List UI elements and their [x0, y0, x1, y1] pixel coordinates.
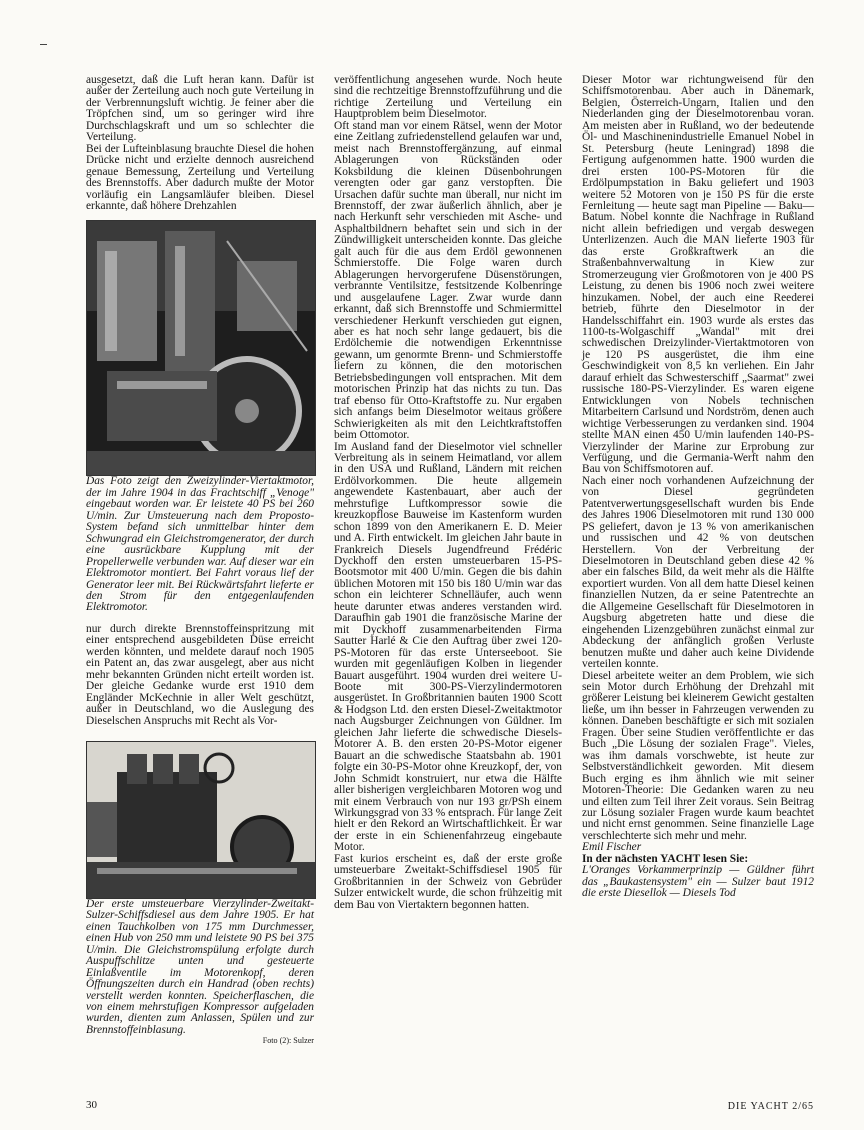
photo-two-cylinder-engine	[86, 220, 316, 476]
text-paragraph: veröffentlichung angesehen wurde. Noch heute sind die rechtzeitige Brennstoffzuführung und die richtige Zerteilung und Verteilung ein Hauptproblem beim Dieselmotor.	[334, 74, 562, 121]
photo-caption: Das Foto zeigt den Zweizylinder-Viertaktmotor, der im Jahre 1904 in das Frachtschiff „Venoge" eingebaut worden war. Er leistete 40 PS bei 260 U/min. Zur Umsteuerung nach dem Proposto-System befand sich unmittelbar hinter dem Schwungrad ein Gleichstromgenerator, der durch eine ausrückbare Kupplung mit der Propellerwelle verbunden war. Auf dieser war ein Elektromotor montiert. Bei Fahrt voraus lief der Generator leer mit. Bei Rückwärtsfahrt lieferte er den Strom für den entgegenlaufenden Elektromotor.	[86, 475, 314, 614]
next-issue-heading: In der nächsten YACHT lesen Sie:	[582, 852, 749, 865]
text-paragraph: Im Ausland fand der Dieselmotor viel schneller Verbreitung als in seinem Heimatland, vor allem in den USA und Rußland, Ländern mit reichen Erdölvorkommen. Die heute allgemein angewendete Kastenbauart, aber auch der mehrstufige Luftkompressor sowie die kreuzkopflose Bauweise im Kastenform wurden schon 1899 von den Amerikanern E. D. Meier und A. Firth entwickelt. Im gleichen Jahr baute in Frankreich Diesels Jugendfreund Frédéric Dyckhoff den ersten umsteuerbaren 15-PS-Bootsmotor mit 400 U/min. Gegen die bis dahin üblichen Motoren mit 150 bis 180 U/min war das schon ein leichterer Schnelläufer, auch wenn heute darunter etwas anderes verstanden wird. Daraufhin gab 1901 die französische Marine der mit Dyckhoff zusammenarbeitenden Firma Sautter Harlé & Cie den Auftrag über zwei 120-PS-Motoren für das erste Unterseeboot. Sie wurden mit gegenläufigen Kolben in liegender Bauart ausgeführt. 1904 wurden drei weitere U-Boote mit 300-PS-Vierzylindermotoren ausgerüstet. In Großbritannien bauten 1900 Scott & Hodgson Ltd. den ersten Diesel-Zweitaktmotor nach Augsburger Zeichnungen von Güldner. Im gleichen Jahr lieferte die schwedische Diesels-Motorer A. B. den ersten 20-PS-Motor eigener Bauart an die schwedische Staatsbahn ab. 1901 folgte ein 30-PS-Motor ohne Kreuzkopf, der, von John Schmidt konstruiert, nur etwa die Hälfte aller bisherigen vergleichbaren Motoren wog und mit einem Verbrauch von nur 193 gr/PSh einem Wirkungsgrad von 33 % entsprach. Für lange Zeit hielt er den Rekord an Wirtschaftlichkeit. Er war der erste in ein Schienenfahrzeug eingebaute Motor.	[334, 440, 562, 854]
column-3	[582, 75, 814, 900]
column-2	[334, 75, 562, 911]
text-paragraph: Nach einer noch vorhandenen Aufzeichnung der von Diesel gegründeten Patentverwertungsgesellschaft wurden bis Ende des Jahres 1906 Dieselmotoren mit rund 130 000 PS geliefert, davon je 13 % von amerikanischen und russischen und 42 % von deutschen Herstellern. Von der Verbreitung der Dieselmotoren in Deutschland geben diese 42 % aber ein falsches Bild, da weit mehr als die Hälfte exportiert wurden. Von all dem hatte Diesel keinen finanziellen Nutzen, da er seine Patentrechte an die Allgemeine Gesellschaft für Dieselmotoren in Augsburg abgetreten hatte und diese die eingehenden Lizenzgebühren zunächst einmal zur Abdeckung der anfänglich großen Verluste benutzen mußte und daher auch keine Dividende verteilen konnte.	[582, 474, 814, 671]
text-paragraph: Bei der Lufteinblasung brauchte Diesel die hohen Drücke nicht und erzielte dennoch ausreichend genaue Bemessung, Zerteilung und Verteilung des Brennstoffs. Aber dadurch mußte der Motor vorläufig ein Langsamläufer bleiben. Diesel erkannte, daß höhere Drehzahlen	[86, 142, 314, 212]
text-paragraph: ausgesetzt, daß die Luft heran kann. Dafür ist außer der Zerteilung auch noch gute Verteilung in der Verbrennungsluft wichtig. Je feiner aber die Tröpfchen sind, um so geringer wird ihre Durchschlagskraft und um so schlechter die Verteilung.	[86, 74, 314, 144]
running-footer: DIE YACHT 2/65	[727, 1101, 814, 1112]
column-1	[86, 75, 314, 1046]
text-paragraph: Oft stand man vor einem Rätsel, wenn der Motor eine Zeitlang zufriedenstellend gelaufen war und, meist nach Brennstoffergänzung, auf einmal Ablagerungen von Rückständen oder Koksbildung die kleinen Düsenbohrungen verengten oder gar ganz verstopften. Die Ursachen dafür suchte man überall, nur nicht im Brennstoff, der zwar äußerlich ähnlich, aber je nach Herkunft sehr verschieden mit Asche- und Asphaltbildnern behaftet sein und sich in der Zündwilligkeit unterscheiden konnte. Das gleiche galt auch für die aus dem Erdöl gewonnenen Schmierstoffe. Die Folge waren durch Ablagerungen hervorgerufene Düsenstörungen, verbrannte Ventilsitze, festsitzende Kolbenringe und ausgelaufene Lager. Zwar wurde dann erkannt, daß sich Brennstoffe und Schmiermittel verschiedener Herkunft verschieden gut eignen, aber es hat noch sehr lange gedauert, bis die Erdölchemie die notwendigen Erkenntnisse gewann, um genormte Brenn- und Schmierstoffe liefern zu können, die den motorischen Betriebsbedingungen voll entsprachen. Mit dem motorischen Prinzip hat das nichts zu tun. Das traf ebenso für Otto-Kraftstoffe zu. Nur ergaben sich anfangs beim Dieselmotor weitaus größere Schwierigkeiten als mit den Leichtkraftstoffen beim Ottomotor.	[334, 119, 562, 442]
text-paragraph: Dieser Motor war richtungweisend für den Schiffsmotorenbau. Aber auch in Dänemark, Belgien, Österreich-Ungarn, Italien und den Niederlanden ging der Dieselmotorenbau voran. Am meisten aber in Rußland, wo der bedeutende Öl- und Maschinenindustrielle Emanuel Nobel in St. Petersburg (heute Leningrad) 1898 die Fertigung aufgenommen hatte. 1900 wurden die drei ersten 100-PS-Motoren für die Erdölpumpstation in Baku geliefert und 1903 weitere 52 Motoren von je 150 PS für die erste Fernleitung — heute sagt man Pipeline — Baku—Batum. Nobel konnte die Nachfrage in Rußland nicht allein befriedigen und vergab deswegen Unterlizenzen. Auch die MAN lieferte 1903 für das erste Großkraftwerk an die Straßenbahnverwaltung in Kiew zur Stromerzeugung vier Großmotoren von je 400 PS Leistung, zu denen bis 1906 noch zwei weitere hinzukamen. Nobel, der auch eine Reederei betrieb, führte den Dieselmotor in der Handelsschiffahrt ein. 1903 wurde als erstes das 1100-ts-Wolgaschiff „Wandal" mit drei schwedischen Dreizylinder-Viertaktmotoren von je 120 PS ausgerüstet, die ihm eine Geschwindigkeit von 8,5 kn verliehen. Ein Jahr darauf erhielt das Schwesterschiff „Saarmat" zwei russische 180-PS-Vierzylinder. Es waren eigene Entwicklungen von Nobels technischen Mitarbeitern Carlsund und Nordström, denen auch wichtige Verbesserungen zu verdanken sind. 1904 stellte MAN einen 450 U/min laufenden 140-PS-Vierzylinder der Marine zur Erprobung zur Verfügung, und die Germania-Werft nahm den Bau von Schiffsmotoren auf.	[582, 74, 814, 476]
photo-credit: Foto (2): Sulzer	[262, 1036, 314, 1046]
author-signature: Emil Fischer	[582, 841, 642, 854]
text-paragraph: nur durch direkte Brennstoffeinspritzung mit einer entsprechend ausgebildeten Düse erreicht werden könnten, und meldete darauf noch 1905 ein Patent an, das zwar ausgelegt, aber aus nicht mehr bekannten Gründen nicht erteilt worden ist. Der gleiche Gedanke wurde erst 1910 dem Engländer McKechnie in aller Welt geschützt, außer in Deutschland, wo die Auslegung des Dieselschen Anspruchs mit Recht als Vor-	[86, 622, 314, 727]
photo-caption: Der erste umsteuerbare Vierzylinder-Zweitakt-Sulzer-Schiffsdiesel aus dem Jahre 1905. Er hat einen Tauchkolben von 175 mm Durchmesser, einen Hub von 250 mm und leistete 90 PS bei 375 U/min. Die Gleichstromspülung erfolgte durch Auspuffschlitze unten und gesteuerte Einlaßventile im Motorenkopf, deren Öffnungszeiten durch ein Handrad (oben rechts) verstellt werden konnten. Speicherflaschen, die von einem mehrstufigen Kompressor aufgeladen wurden, dienten zum Anlassen, Spülen und zur Brennstoffeinblasung.	[86, 897, 314, 1036]
next-issue-teaser: L'Oranges Vorkammerprinzip — Güldner führt das „Baukastensystem" ein — Sulzer baut 1912 die erste Diesellok — Diesels Tod	[582, 864, 814, 900]
margin-mark	[40, 44, 47, 45]
text-paragraph: Diesel arbeitete weiter an dem Problem, wie sich sein Motor durch Erhöhung der Drehzahl mit größerer Leistung bei kleinerem Gewicht gestalten ließe, um ihn besser in Fahrzeugen verwenden zu können. Daneben beschäftigte er sich mit sozialen Fragen. Über seine Studien veröffentlichte er das Buch „Die Lösung der sozialen Frage". Vieles, was ihm damals vorschwebte, ist heute zur Selbstverständlichkeit geworden. Mit diesem Buch erging es ihm ähnlich wie mit seiner Motoren-Theorie: Die Gedanken waren zu neu und eilten zum Teil ihrer Zeit voraus. Sein Beitrag zur Lösung sozialer Fragen wurde kaum beachtet und nicht ernst genommen. Seine finanzielle Lage verschlechterte sich mehr und mehr.	[582, 669, 814, 842]
text-paragraph: Fast kurios erscheint es, daß der erste große umsteuerbare Zweitakt-Schiffsdiesel 1905 für Großbritannien in der Schweiz von Gebrüder Sulzer entwickelt wurde, die schon frühzeitig mit dem Bau von Viertaktern begonnen hatten.	[334, 852, 562, 911]
page-number: 30	[86, 1099, 97, 1111]
photo-sulzer-engine	[86, 741, 316, 899]
